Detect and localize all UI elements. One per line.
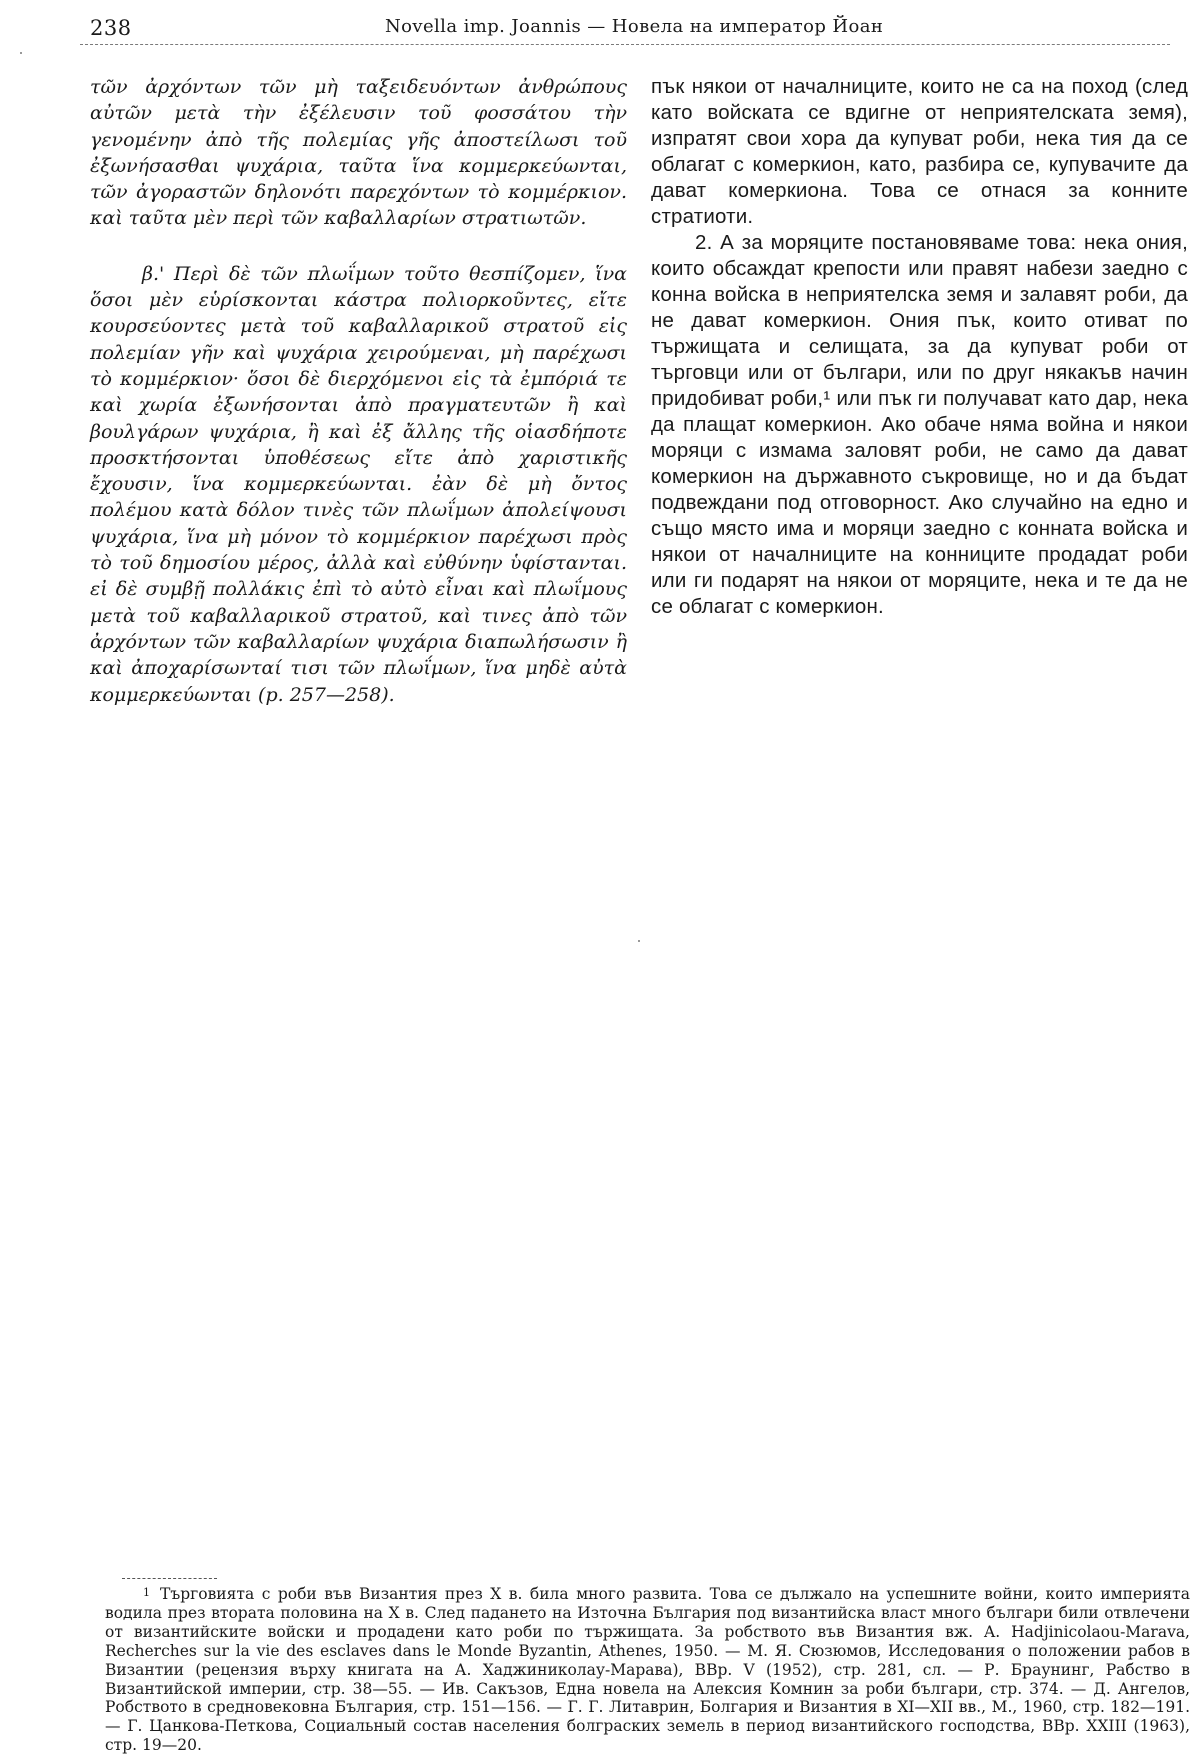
greek-paragraph-1: τῶν ἀρχόντων τῶν μὴ ταξειδευόντων ἀνθρώπους αὐτῶν μετὰ τὴν ἐξέλευσιν τοῦ φοσσάτου τὴν γενομένην ἀπὸ τῆς πολεμίας γῆς ἀποστείλωσι τοῦ ἐξωνήσασθαι ψυχάρια, ταῦτα ἵνα κομμερκεύωνται, τῶν ἀγοραστῶν δηλονότι παρεχόντων τὸ κομμέρκιον. καὶ ταῦτα μὲν περὶ τῶν καβαλλαρίων στρατιωτῶν.	[90, 76, 627, 230]
footnote-text: Търговията с роби във Византия през X в. била много развита. Това се дължало на успешните войни, които империята водила през втората половина на X в. След падането на Източна България под византийска власт много българи били отвлечени от византийските войски и продадени като роби по тържищата. За робството във Византия вж. A. Hadjinicolaou-Marava, Recherches sur la vie des esclaves dans le Monde Byzantin, Athenes, 1950. — М. Я. Сюзюмов, Исследования о положении рабов в Византии (рецензия върху книгата на А. Хаджиниколау-Марава), ВВр. V (1952), стр. 281, сл. — Р. Браунинг, Рабство в Византийской империи, стр. 38—55. — Ив. Сакъзов, Една новела на Алексия Комнин за роби българи, стр. 374. — Д. Ангелов, Робството в средновековна България, стр. 151—156. — Г. Г. Литаврин, Болгария и Византия в XI—XII вв., М., 1960, стр. 182—191. — Г. Цанкова-Петкова, Социальный состав населения болграских земель в период византийского господства, ВВр. XXIII (1963), стр. 19—20.	[105, 1585, 1190, 1755]
bulgarian-paragraph-1: пък някои от началниците, които не са на поход (след като войската се вдигне от неприятелската земя), изпратят свои хора да купуват роби, нека тия да се облагат с комеркион, като, разбира се, купувачите да дават комеркиона. Това се отнася за конните стратиоти.	[651, 75, 1188, 228]
scan-speck	[638, 940, 640, 942]
greek-paragraph-2: β.' Περὶ δὲ τῶν πλωΐμων τοῦτο θεσπίζομεν, ἵνα ὅσοι μὲν εὑρίσκονται κάστρα πολιορκοῦντες, εἴτε κουρσεύοντες μετὰ τοῦ καβαλλαρικοῦ στρατοῦ εἰς πολεμίαν γῆν καὶ ψυχάρια χειρούμεναι, μὴ παρέχωσι τὸ κομμέρκιον· ὅσοι δὲ διερχόμενοι εἰς τὰ ἐμπόριά τε καὶ χωρία ἐξωνήσονται ἀπὸ πραγματευτῶν ἢ καὶ βουλγάρων ψυχάρια, ἢ καὶ ἐξ ἄλλης τῆς οἱασδήποτε προσκτήσονται ὑποθέσεως εἴτε ἀπὸ χαριστικῆς ἔχουσιν, ἵνα κομμερκεύωνται. ἐὰν δὲ μὴ ὄντος πολέμου κατὰ δόλον τινὲς τῶν πλωΐμων ἀπολείψουσι ψυχάρια, ἵνα μὴ μόνον τὸ κομμέρκιον παρέχωσι πρὸς τὸ τοῦ δημοσίου μέρος, ἀλλὰ καὶ εὐθύνην ὑφίστανται. εἰ δὲ συμβῇ πολλάκις ἐπὶ τὸ αὐτὸ εἶναι καὶ πλωΐμους μετὰ τοῦ καβαλλαρικοῦ στρατοῦ, καὶ τινες ἀπὸ τῶν ἀρχόντων τῶν καβαλλαρίων ψυχάρια διαπωλήσωσιν ἢ καὶ ἀποχαρίσωνταί τισι τῶν πλωΐμων, ἵνα μηδὲ αὐτὰ κομμερκεύωνται (p. 257—258).	[90, 262, 627, 706]
page-header	[80, 6, 1180, 46]
footnote-rule	[122, 1578, 217, 1579]
running-title: Novella imp. Joannis — Новела на император Йоан	[385, 16, 884, 37]
header-rule	[80, 44, 1170, 45]
bulgarian-translation-column	[651, 74, 1188, 620]
bulgarian-paragraph-2: 2. А за моряците постановяваме това: нека ония, които обсаждат крепости или правят набези заедно с конна войска в неприятелска земя и залавят роби, да не дават комеркион. Ония пък, които отиват по тържищата и селищата, за да купуват роби от търговци или от българи, или по друг някакъв начин придобиват роби,¹ или пък ги получават като дар, нека да плащат комеркион. Ако обаче няма война и някои моряци с измама заловят роби, не само да дават комеркион на държавното съкровище, но и да бъдат подвеждани под отговорност. Ако случайно на едно и също място има и моряци заедно с конната войска и някои от началниците на конниците продадат роби или ги подарят на някои от моряците, нека и те да не се облагат с комеркион.	[651, 231, 1188, 618]
greek-text-column	[90, 74, 627, 708]
footnote-mark: 1	[143, 1586, 150, 1599]
footnote-1	[105, 1584, 1190, 1755]
page-number: 238	[90, 16, 132, 40]
scan-speck	[20, 52, 22, 54]
